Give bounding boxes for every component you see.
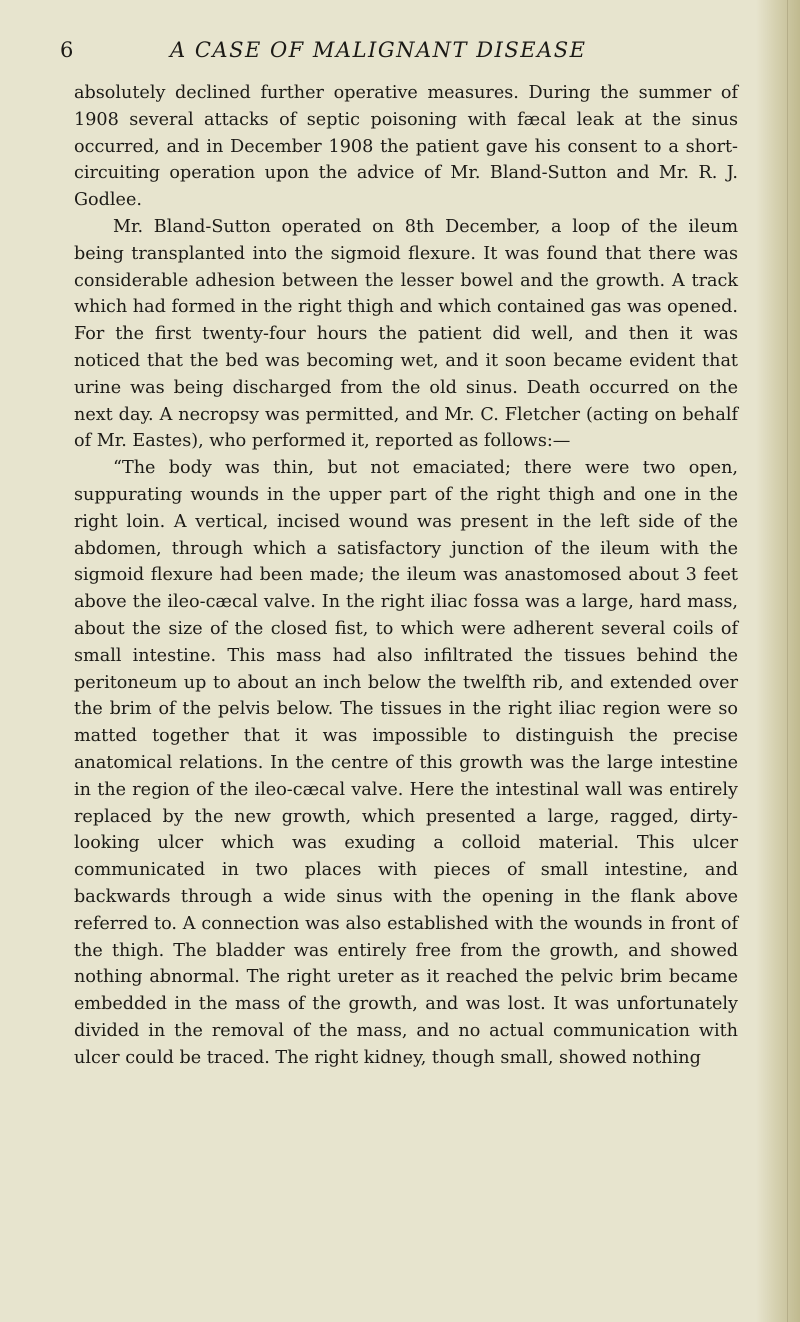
body-text	[74, 80, 738, 1071]
running-header	[60, 36, 730, 66]
page-number: 6	[60, 38, 74, 62]
paragraph-necropsy-report: “The body was thin, but not emaciated; there were two open, suppurating wounds in the upper part of the right thigh and one in the right loin. A vertical, incised wound was present in the left side of the abdomen, through which a satisfactory junction of the ileum with the sigmoid flexure had been made; the ileum was anastomosed about 3 feet above the ileo-cæcal valve. In the right iliac fossa was a large, hard mass, about the size of the closed fist, to which were adherent several coils of small intestine. This mass had also infiltrated the tissues behind the peritoneum up to about an inch below the twelfth rib, and extended over the brim of the pelvis below. The tissues in the right iliac region were so matted together that it was impossible to distinguish the precise anatomical relations. In the centre of this growth was the large intestine in the region of the ileo-cæcal valve. Here the intestinal wall was entirely replaced by the new growth, which presented a large, ragged, dirty-looking ulcer which was exuding a colloid material. This ulcer communicated in two places with pieces of small intestine, and backwards through a wide sinus with the opening in the flank above referred to. A connection was also established with the wounds in front of the thigh. The bladder was entirely free from the growth, and showed nothing abnormal. The right ureter as it reached the pelvic brim became embedded in the mass of the growth, and was lost. It was unfortunately divided in the removal of the mass, and no actual communication with ulcer could be traced. The right kidney, though small, showed nothing	[74, 458, 738, 1068]
running-title: A CASE OF MALIGNANT DISEASE	[170, 38, 587, 62]
page-edge-shadow	[756, 0, 800, 1322]
paragraph-operation: Mr. Bland-Sutton operated on 8th December, a loop of the ileum being transplanted into the sigmoid flexure. It was found that there was considerable adhesion between the lesser bowel and the growth. A track which had formed in the right thigh and which contained gas was opened. For the first twenty-four hours the patient did well, and then it was noticed that the bed was becoming wet, and it soon became evident that urine was being discharged from the old sinus. Death occurred on the next day. A necropsy was permitted, and Mr. C. Fletcher (acting on behalf of Mr. Eastes), who performed it, reported as follows:—	[74, 216, 738, 452]
paragraph-continuation: absolutely declined further operative measures. During the summer of 1908 several attacks of septic poisoning with fæcal leak at the sinus occurred, and in December 1908 the patient gave his consent to a short-circuiting operation upon the advice of Mr. Bland-Sutton and Mr. R. J. Godlee.	[74, 83, 738, 211]
page-edge-line	[787, 0, 788, 1322]
